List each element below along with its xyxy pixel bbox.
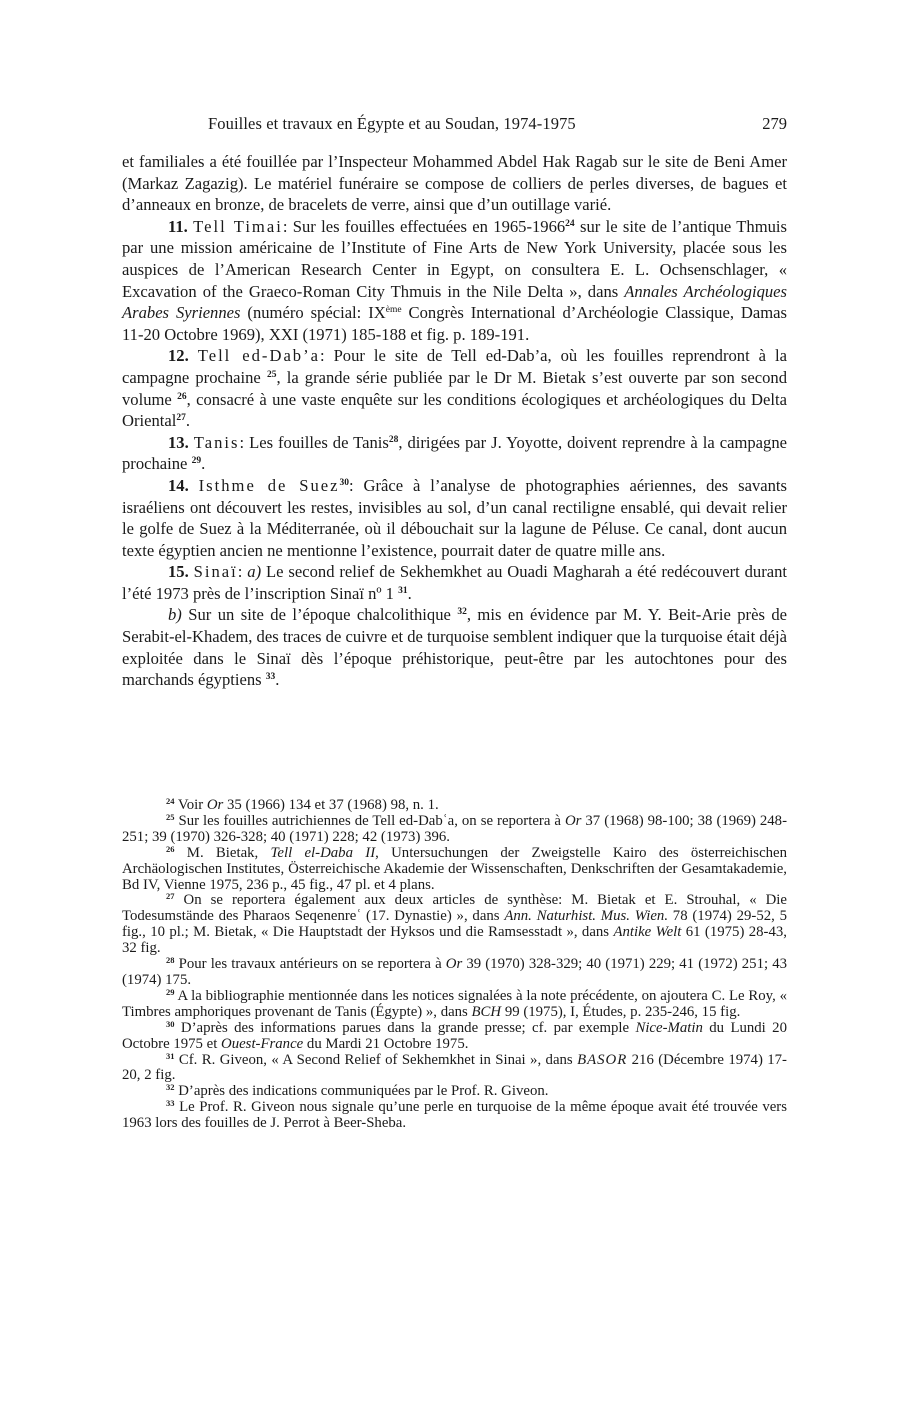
footnote-ref[interactable]: 27 [176,413,186,424]
journal-abbrev: BCH [471,1003,502,1020]
paragraph-12-tell-ed-daba [122,345,787,431]
paragraph-text: : Grâce à l’analyse de photographies aériennes, des savants israéliens ont découvert les restes, invisibles au sol, d’un canal rectiligne ensablé, qui devait relier le golfe de Suez à la Méditerranée, où il débouchait sur la lagune de Péluse. Ce canal, dont aucun texte égyptien ancien ne mentionne l’existence, pourrait dater de quatre mille ans. [122,475,787,560]
footnote-text: 78 (1974) 29-52, 5 fig., 10 pl.; M. Bietak, « Die Hauptstadt der Hyksos und die Ramsesstadt », dans [122,908,787,941]
footnote-ref[interactable]: 26 [177,391,187,402]
footnote-number: 24 [166,796,175,806]
footnote-number: 25 [166,811,175,822]
footnote-text: du Lundi 20 Octobre 1975 et [122,1019,787,1052]
newspaper-title: Ouest-France [221,1035,304,1052]
paragraph-continued [122,151,787,216]
footnote-ref[interactable]: 33 [265,672,276,683]
journal-title: Ann. Naturhist. Mus. Wien. [504,908,669,925]
newspaper-title: Nice-Matin [635,1019,703,1036]
page-number: 279 [762,114,787,133]
footnote-27 [122,893,787,957]
journal-title: Antike Welt [613,924,682,941]
paragraph-text: , consacré à une vaste enquête sur les conditions écologiques et archéologiques du Delta Oriental [122,389,787,431]
paragraph-15-sinai-b [122,604,787,690]
footnote-text: 216 (Décembre 1974) 17-20, 2 fig. [122,1051,787,1084]
footnote-number: 32 [166,1082,175,1093]
body-text [122,151,787,691]
paragraph-text: . [201,454,206,474]
footnote-number: 33 [166,1098,175,1109]
footnote-text: A la bibliographie mentionnée dans les notices signalées à la note précédente, on ajoutera C. Le Roy, « Timbres amphoriques provenant de Tanis (Égypte) », dans [122,987,787,1020]
paragraph-11-tell-timai [122,216,787,346]
footnote-text: 37 (1968) 98-100; 38 (1969) 248-251; 39 (1970) 326-328; 40 (1971) 228; 42 (1973) 396. [122,812,788,845]
footnote-text: 39 (1970) 328-329; 40 (1971) 229; 41 (1972) 251; 43 (1974) 175. [122,956,787,988]
site-name: Tell ed-Dab’a [197,346,320,366]
footnote-text: Voir [174,797,207,813]
footnote-29 [122,986,787,1021]
site-name: Tanis [193,432,240,452]
paragraph-text: : [237,562,248,582]
paragraph-text: Congrès International d’Archéologie Classique, Damas 11-20 Octobre 1969), XXI (1971) 185-188 et fig. p. 189-191. [122,303,788,344]
footnote-text: Sur les fouilles autrichiennes de Tell ed-Dabʿa, on se reportera à [174,812,565,829]
journal-abbrev: Or [206,797,224,813]
paragraph-15-sinai [122,561,787,604]
footnote-text: du Mardi 21 Octobre 1975. [303,1035,469,1052]
footnote-number: 29 [166,986,175,997]
paragraph-text: , la grande série publiée par le Dr M. Bietak s’est ouverte par son second volume [122,367,787,409]
footnote-text: Pour les travaux antérieurs on se reportera à [174,956,446,973]
footnote-text: 35 (1966) 134 et 37 (1968) 98, n. 1. [223,797,439,813]
footnote-ref[interactable]: 28 [388,434,399,445]
section-number: 12. [168,346,189,366]
footnote-text: , Untersuchungen der Zweigstelle Kairo des österreichischen Archäologischen Institutes, Österreichische Akademie der Wissenschaften, Denkschriften der Gesamtakademie, Bd IV, Vienne 1975, 236 p., 45 fig., 47 pl. et 4 plans. [122,844,787,893]
paragraph-text: : Pour le site de Tell ed-Dab’a, où les fouilles reprendront à la campagne prochaine [122,346,787,387]
footnote-28 [122,957,787,989]
paragraph-text: Le second relief de Sekhemkhet au Ouadi Magharah a été redécouvert durant l’été 1973 près de l’inscription Sinaï nº 1 [122,562,788,603]
paragraph-text: , dirigées par J. Yoyotte, doivent reprendre à la campagne prochaine [122,432,787,474]
footnote-ref[interactable]: 29 [191,456,202,467]
footnote-number: 26 [166,843,175,854]
footnote-number: 27 [166,891,175,902]
footnote-text: On se reportera également aux deux articles de synthèse: M. Bietak et E. Strouhal, « Die Todesumstände des Pharaos Seqenenreʿ (17. Dynastie) », dans [122,892,787,925]
footnote-26 [122,843,787,894]
footnote-ref[interactable]: 31 [398,585,408,596]
footnote-31 [122,1050,787,1085]
footnote-text: D’après des informations parues dans la grande presse; cf. par exemple [174,1019,636,1036]
footnote-32 [122,1084,787,1100]
running-header [122,114,787,136]
site-name: Tell Timai [193,216,283,236]
paragraph-14-isthme-de-suez [122,475,787,561]
footnote-number: 28 [166,955,175,966]
paragraph-text: . [275,670,280,690]
paragraph-text: (numéro spécial: IX [240,303,386,323]
footnote-number: 30 [166,1018,175,1029]
journal-title: Annales Archéologiques Arabes Syriennes [122,281,787,323]
footnote-ref[interactable]: 25 [266,369,277,380]
site-name: Sinaï [193,562,238,582]
footnote-33 [122,1100,787,1132]
footnote-number: 31 [166,1050,175,1061]
footnote-text: Cf. R. Giveon, « A Second Relief of Sekhemkhet in Sinai », dans [174,1051,578,1068]
footnote-text: D’après des indications communiquées par le Prof. R. Giveon. [174,1083,549,1100]
footnote-ref[interactable]: 32 [457,607,467,618]
ordinal-superscript: ème [385,305,402,316]
site-name: Isthme de Suez [198,475,340,495]
footnote-text: 99 (1975), I, Études, p. 235-246, 15 fig. [501,1003,741,1020]
item-letter: b) [168,605,182,625]
footnote-text: Le Prof. R. Giveon nous signale qu’une perle en turquoise de la même époque avait été trouvée vers 1963 lors des fouilles de J. Perrot à Beer-Sheba. [122,1099,787,1132]
paragraph-text: : Sur les fouilles effectuées en 1965-1966 [282,216,566,236]
section-number: 14. [168,475,189,495]
section-number: 11. [168,216,188,236]
paragraph-text: Sur un site de l’époque chalcolithique [181,605,451,625]
section-number: 15. [168,562,189,582]
paragraph-text: : Les fouilles de Tanis [239,432,389,452]
footnotes [122,798,787,1132]
paragraph-text: et familiales a été fouillée par l’Inspecteur Mohammed Abdel Hak Ragab sur le site de Beni Amer (Markaz Zagazig). Le matériel funéraire se compose de colliers de perles diverses, de bagues et d’anneaux en bronze, de bracelets de verre, ainsi que d’un outillage varié. [122,152,787,215]
journal-abbrev: BASOR [577,1051,628,1068]
section-number: 13. [168,432,189,452]
footnote-text: M. Bietak, [174,844,271,861]
footnote-ref[interactable]: 30 [339,477,349,488]
journal-abbrev: Or [564,812,582,829]
footnote-30 [122,1018,787,1053]
footnote-24 [122,798,787,814]
footnote-text: 61 (1975) 28-43, 32 fig. [122,924,787,957]
journal-abbrev: Or [445,956,463,973]
paragraph-text: . [185,411,191,431]
footnote-ref[interactable]: 24 [565,218,575,229]
book-title: Tell el-Daba II [270,844,376,861]
paragraph-text: sur le site de l’antique Thmuis par une mission américaine de l’Institute of Fine Arts de New York University, placée sous les auspices de l’American Research Center in Egypt, on consultera E. L. Ochsenschlager, « Excavation of the Graeco-Roman City Thmuis in the Nile Delta », dans [122,216,787,301]
item-letter: a) [247,562,262,582]
footnote-25 [122,811,788,846]
paragraph-13-tanis [122,432,787,475]
paragraph-text: . [407,583,412,603]
paragraph-text: , mis en évidence par M. Y. Beit-Arie près de Serabit-el-Khadem, des traces de cuivre et de turquoise semblent indiquer que la turquoise était déjà exploitée dans le Sinaï dès l’époque préhistorique, peut-être par les autochtones pour des marchands égyptiens [122,605,788,690]
running-title: Fouilles et travaux en Égypte et au Soudan, 1974-1975 [208,114,576,133]
